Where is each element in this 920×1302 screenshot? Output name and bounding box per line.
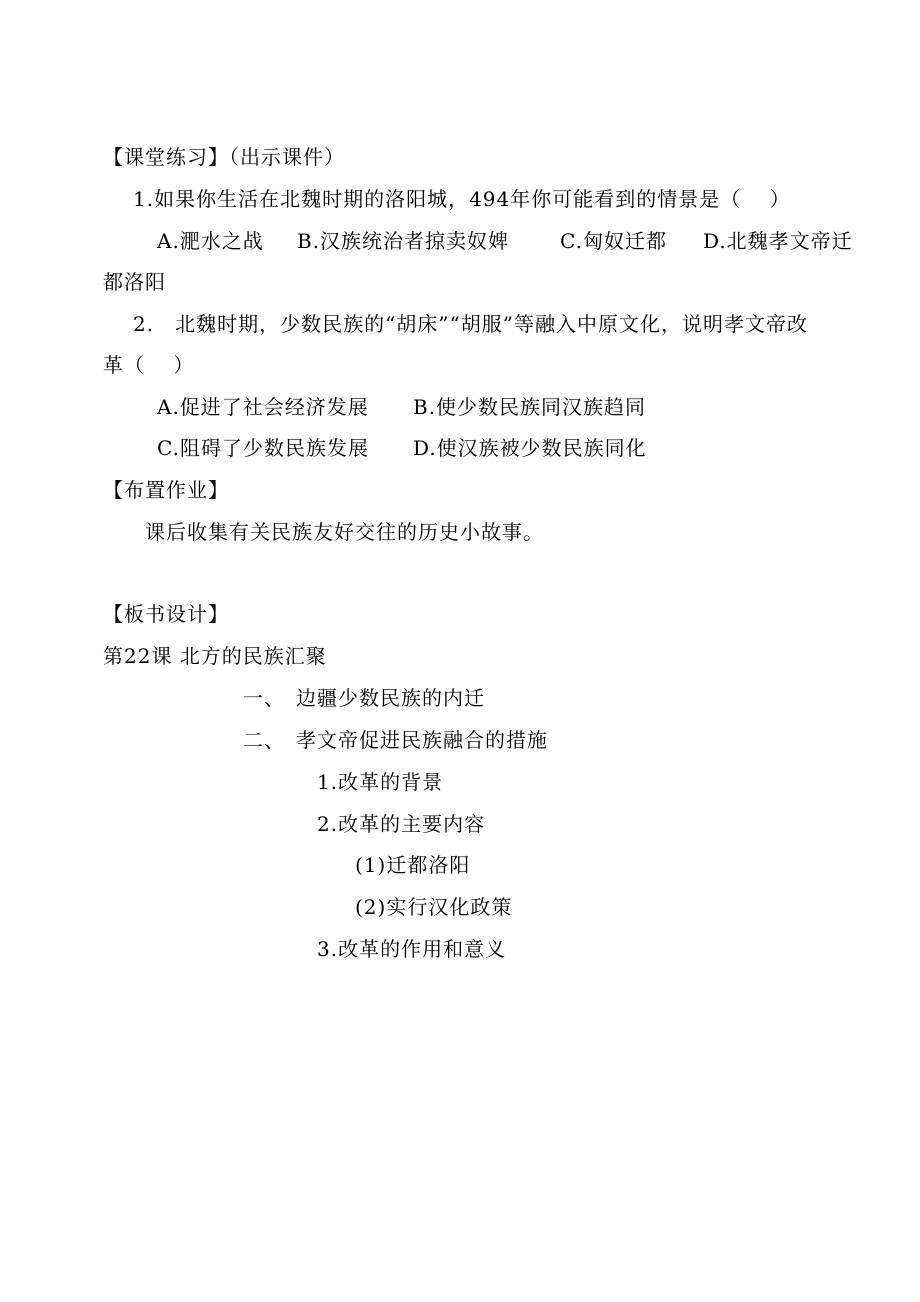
board-sub-2a: (1)迁都洛阳: [355, 853, 471, 877]
q1-option-a: A.淝水之战: [157, 229, 264, 253]
q2-option-a: A.促进了社会经济发展: [157, 395, 369, 419]
practice-heading-note: （出示课件）: [229, 145, 345, 169]
q2-option-d: D.使汉族被少数民族同化: [413, 436, 647, 460]
q2-stem-line1: 2. 北魏时期，少数民族的“胡床”“胡服”等融入中原文化，说明孝文帝改: [133, 312, 808, 336]
homework-text: 课后收集有关民族友好交往的历史小故事。: [145, 520, 544, 544]
q2-option-b: B.使少数民族同汉族趋同: [413, 395, 647, 419]
board-sub-2: 2.改革的主要内容: [317, 812, 486, 836]
board-heading: 【板书设计】: [103, 602, 229, 626]
homework-heading: 【布置作业】: [103, 478, 229, 502]
board-item-2: 二、 孝文帝促进民族融合的措施: [243, 728, 548, 752]
q1-option-d-cont: 都洛阳: [103, 270, 166, 294]
practice-heading-line: [103, 144, 345, 170]
board-item-1: 一、 边疆少数民族的内迁: [243, 686, 485, 710]
practice-heading: 【课堂练习】: [103, 145, 229, 169]
q2-stem-line2: 革（ ）: [103, 353, 195, 377]
board-title: 第22课 北方的民族汇聚: [103, 644, 327, 668]
board-sub-1: 1.改革的背景: [317, 770, 444, 794]
board-sub-3: 3.改革的作用和意义: [317, 937, 507, 961]
q1-option-d: D.北魏孝文帝迁: [703, 229, 853, 253]
q2-option-c: C.阻碍了少数民族发展: [157, 436, 369, 460]
q1-option-c: C.匈奴迁都: [560, 229, 667, 253]
q1-option-b: B.汉族统治者掠卖奴婢: [297, 229, 510, 253]
q1-stem: 1.如果你生活在北魏时期的洛阳城，494年你可能看到的情景是（ ）: [133, 187, 791, 211]
board-sub-2b: (2)实行汉化政策: [355, 895, 513, 919]
